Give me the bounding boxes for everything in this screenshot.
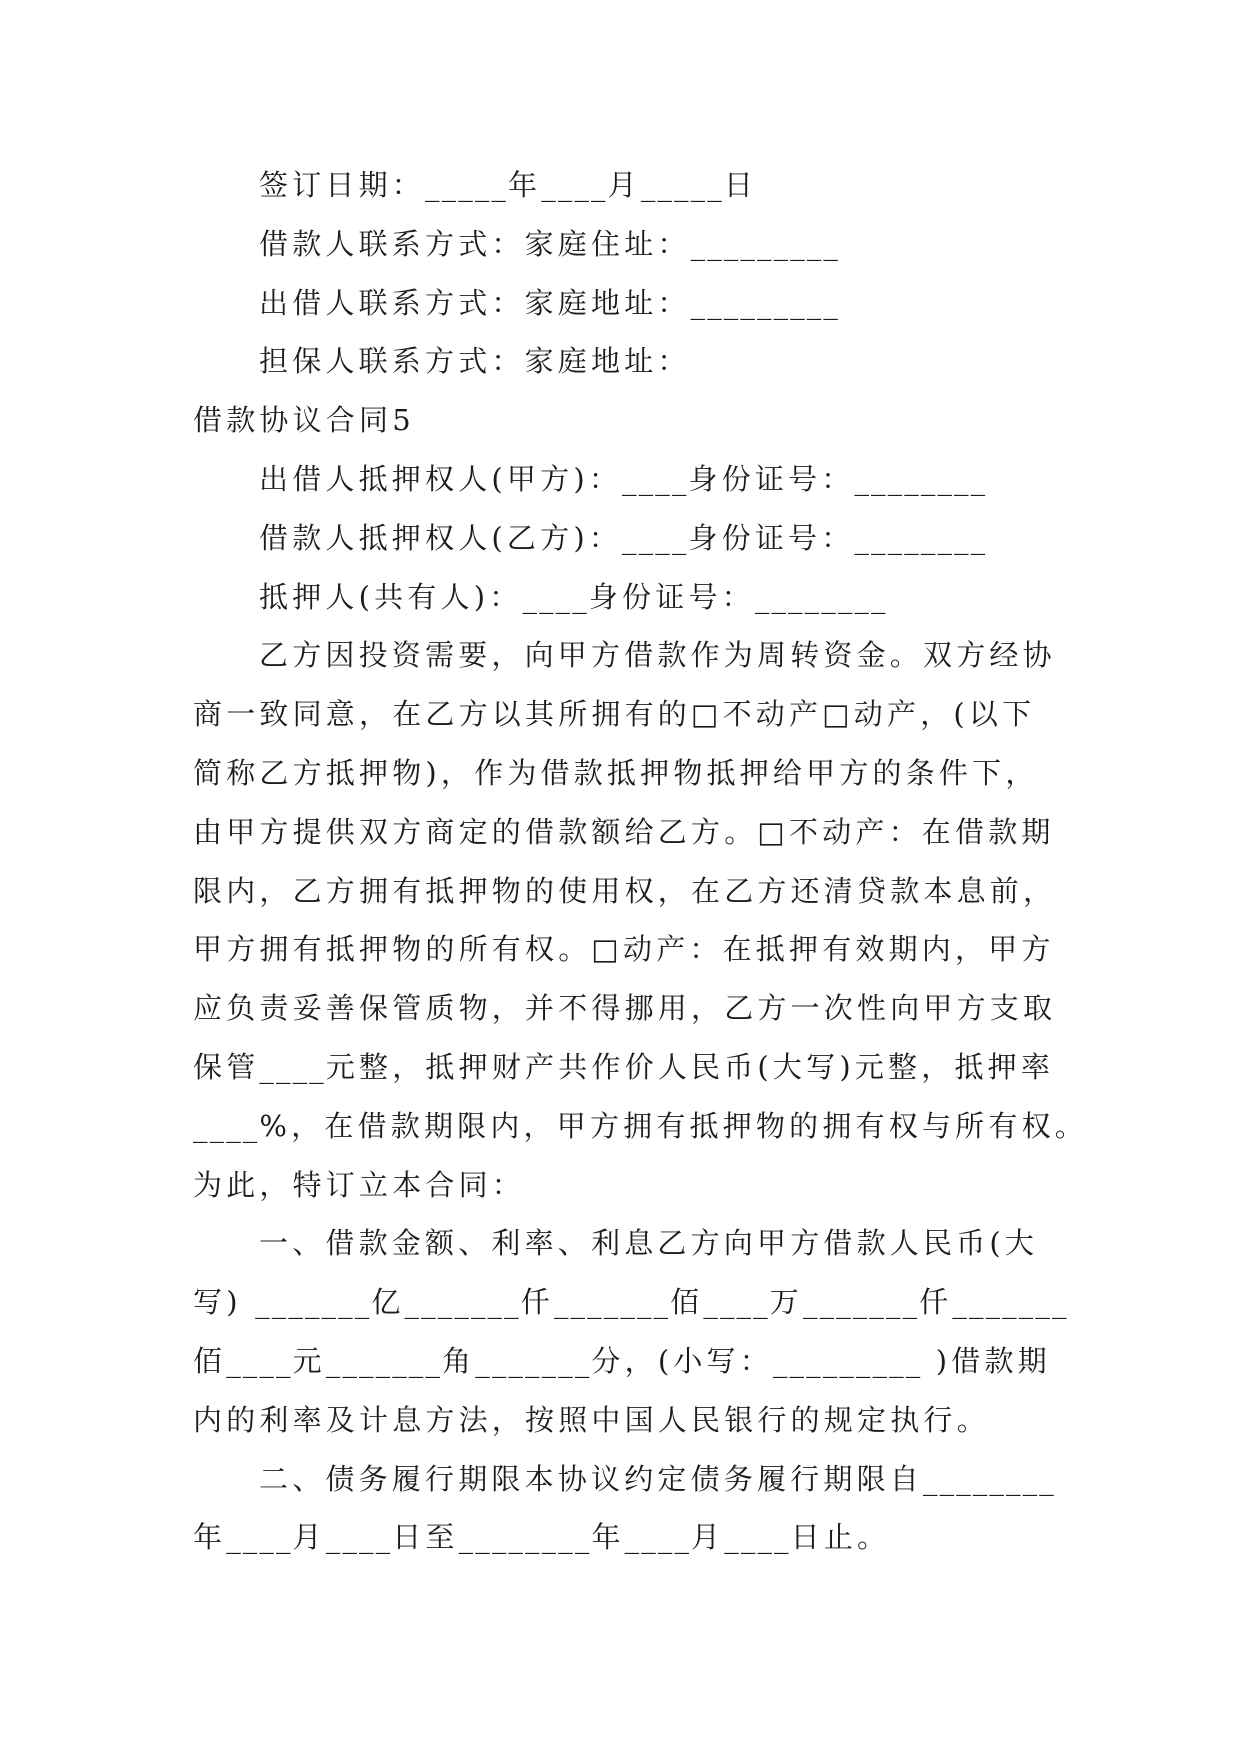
blank-field: ____ <box>226 1343 293 1378</box>
blank-field: _______ <box>553 1285 671 1320</box>
clause-1-paragraph <box>193 1214 1093 1449</box>
blank-field: ____ <box>193 1108 260 1143</box>
guarantor-contact-line: 担保人联系方式：家庭地址： <box>259 344 691 379</box>
blank-field: ________ <box>923 1461 1056 1496</box>
blank-field: _________ <box>690 226 841 261</box>
preamble-line: 甲方拥有抵押物的所有权。□动产：在抵押有效期内，甲方 <box>193 932 1055 967</box>
preamble-line: 应负责妥善保管质物，并不得挪用，乙方一次性向甲方支取 <box>193 991 1057 1026</box>
preamble-line: 限内，乙方拥有抵押物的使用权，在乙方还清贷款本息前， <box>193 873 1057 908</box>
borrower-contact-line: 借款人联系方式：家庭住址：_________ <box>259 226 841 261</box>
preamble-paragraph <box>193 626 1093 1214</box>
blank-field: ____ <box>259 1049 326 1084</box>
parties-block <box>193 450 1093 626</box>
blank-field: _____ <box>640 168 724 202</box>
blank-field: ________ <box>854 461 988 496</box>
preamble-line: 简称乙方抵押物)，作为借款抵押物抵押给甲方的条件下， <box>193 755 1039 790</box>
clause-1-line: 佰____元_______角_______分，(小写：_________ )借款期 <box>193 1343 1051 1378</box>
blank-field: _______ <box>952 1285 1069 1320</box>
clause-2-line: 二、债务履行期限本协议约定债务履行期限自________ <box>259 1461 1056 1496</box>
preamble-line: 保管____元整，抵押财产共作价人民币(大写)元整，抵押率 <box>193 1049 1055 1084</box>
signing-date-line: 签订日期：_____年____月_____日 <box>259 168 758 202</box>
preamble-line: 乙方因投资需要，向甲方借款作为周转资金。双方经协 <box>259 638 1056 673</box>
blank-field: _________ <box>690 285 841 320</box>
lender-contact-line: 出借人联系方式：家庭地址：_________ <box>259 285 841 320</box>
clause-1-line: 写) _______亿_______仟_______佰____万_______仟_______ <box>193 1285 1069 1320</box>
clause-1-line: 一、借款金额、利率、利息乙方向甲方借款人民币(大 <box>259 1226 1039 1261</box>
contract-title: 借款协议合同5 <box>193 403 415 438</box>
clause-2-paragraph <box>193 1450 1093 1568</box>
blank-field: ________ <box>458 1520 592 1555</box>
blank-field: _______ <box>802 1285 920 1320</box>
blank-field: _______ <box>325 1343 443 1378</box>
blank-field: _________ <box>772 1343 923 1378</box>
blank-field: ____ <box>703 1285 770 1320</box>
preamble-line: 为此，特订立本合同： <box>193 1167 526 1202</box>
clause-1-line: 内的利率及计息方法，按照中国人民银行的规定执行。 <box>193 1402 990 1437</box>
blank-field: ____ <box>622 520 689 555</box>
clause-2-line: 年____月____日至________年____月____日止。 <box>193 1520 891 1555</box>
blank-field: _______ <box>255 1285 372 1320</box>
blank-field: ____ <box>624 1520 692 1555</box>
signature-block <box>193 156 1093 391</box>
blank-field: _____ <box>425 168 509 202</box>
blank-field: ____ <box>541 168 608 202</box>
blank-field: ________ <box>754 579 888 614</box>
co-owner-mortgagor-line: 抵押人(共有人)：____身份证号：________ <box>259 579 888 614</box>
blank-field: ________ <box>854 520 988 555</box>
blank-field: ____ <box>325 1520 393 1555</box>
blank-field: ____ <box>226 1520 293 1555</box>
blank-field: ____ <box>522 579 589 614</box>
blank-field: ____ <box>724 1520 791 1555</box>
preamble-line: 商一致同意，在乙方以其所拥有的□不动产□动产，(以下 <box>193 697 1036 732</box>
preamble-line: ____%，在借款期限内，甲方拥有抵押物的拥有权与所有权。 <box>193 1108 1088 1143</box>
borrower-mortgagee-line: 借款人抵押权人(乙方)：____身份证号：________ <box>259 520 988 555</box>
lender-mortgagee-line: 出借人抵押权人(甲方)：____身份证号：________ <box>259 461 988 496</box>
preamble-line: 由甲方提供双方商定的借款额给乙方。□不动产：在借款期 <box>193 814 1055 849</box>
blank-field: ____ <box>622 461 689 496</box>
blank-field: _______ <box>475 1343 592 1378</box>
document-body <box>193 156 1093 1567</box>
blank-field: _______ <box>404 1285 521 1320</box>
